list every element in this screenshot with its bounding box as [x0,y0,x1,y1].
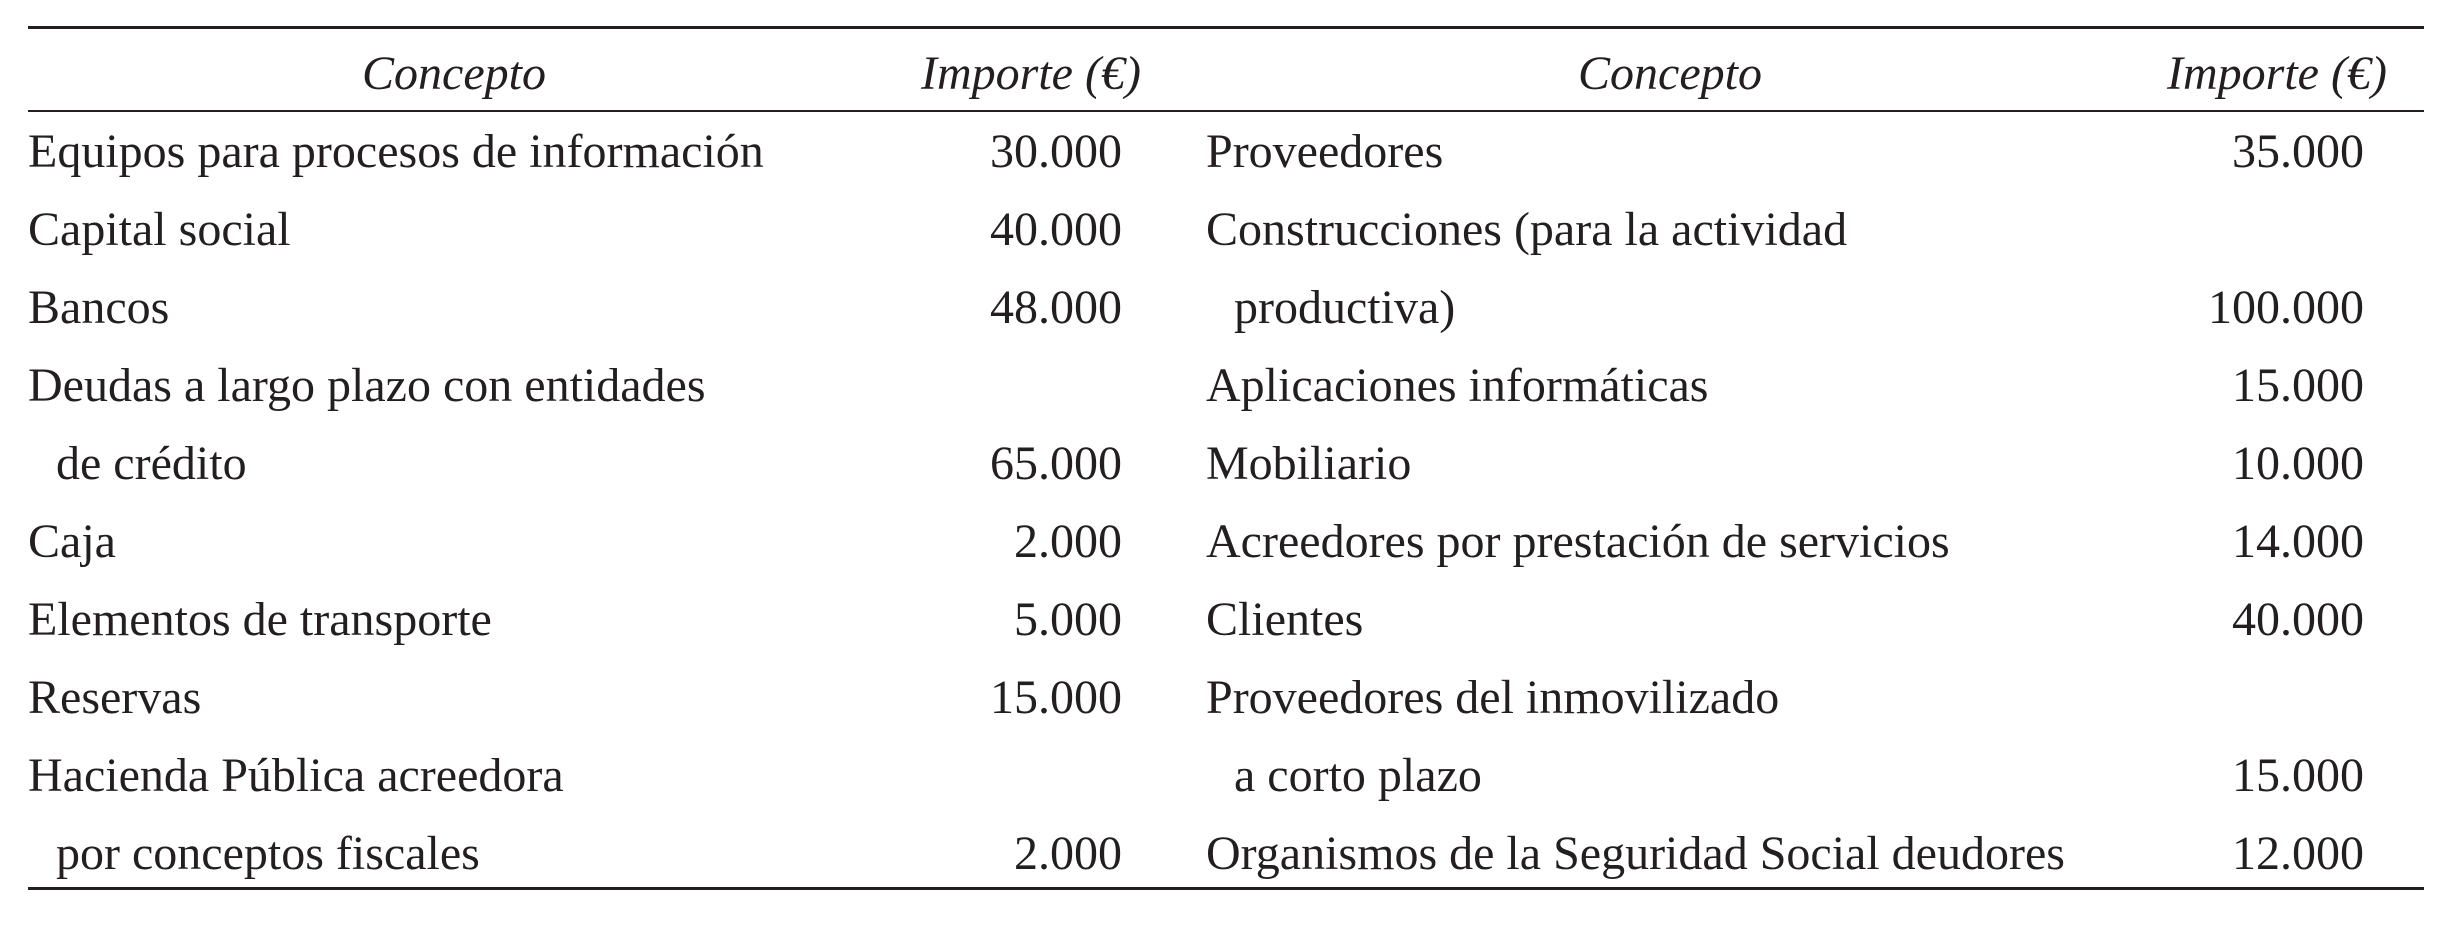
left-amount: 40.000 [990,203,1122,256]
header-concept-left: Concepto [362,47,546,100]
right-concept: Proveedores del inmovilizado [1206,671,1780,724]
right-amount: 14.000 [2232,515,2364,568]
right-amount: 40.000 [2232,593,2364,646]
left-amount: 2.000 [1014,515,1122,568]
right-amount: 10.000 [2232,437,2364,490]
left-concept: Reservas [28,671,202,724]
left-amount: 30.000 [990,125,1122,178]
left-concept: Elementos de transporte [28,593,492,646]
right-concept: Aplicaciones informáticas [1206,359,1709,412]
right-concept: a corto plazo [1234,749,1482,802]
right-concept: Clientes [1206,593,1364,646]
right-amount: 100.000 [2208,281,2364,334]
right-concept: Acreedores por prestación de servicios [1206,515,1950,568]
left-concept: Bancos [28,281,170,334]
left-concept: por conceptos fiscales [56,827,480,880]
table-bottom-rule [28,887,2424,890]
table-top-rule [28,26,2424,29]
right-concept: Mobiliario [1206,437,1412,490]
left-concept: Hacienda Pública acreedora [28,749,564,802]
left-concept: Deudas a largo plazo con entidades [28,359,706,412]
left-amount: 2.000 [1014,827,1122,880]
left-amount: 5.000 [1014,593,1122,646]
left-concept: Equipos para procesos de información [28,125,764,178]
left-concept: de crédito [56,437,247,490]
right-amount: 15.000 [2232,359,2364,412]
right-concept: Organismos de la Seguridad Social deudores [1206,827,2065,880]
right-amount: 35.000 [2232,125,2364,178]
header-concept-right: Concepto [1578,47,1762,100]
right-amount: 15.000 [2232,749,2364,802]
left-amount: 65.000 [990,437,1122,490]
right-concept: productiva) [1234,281,1456,334]
left-concept: Capital social [28,203,291,256]
header-amount-right: Importe (€) [2167,47,2387,100]
right-amount: 12.000 [2232,827,2364,880]
header-amount-left: Importe (€) [921,47,1141,100]
left-concept: Caja [28,515,116,568]
right-concept: Construcciones (para la actividad [1206,203,1848,256]
left-amount: 15.000 [990,671,1122,724]
table-header-rule [28,110,2424,112]
right-concept: Proveedores [1206,125,1444,178]
left-amount: 48.000 [990,281,1122,334]
